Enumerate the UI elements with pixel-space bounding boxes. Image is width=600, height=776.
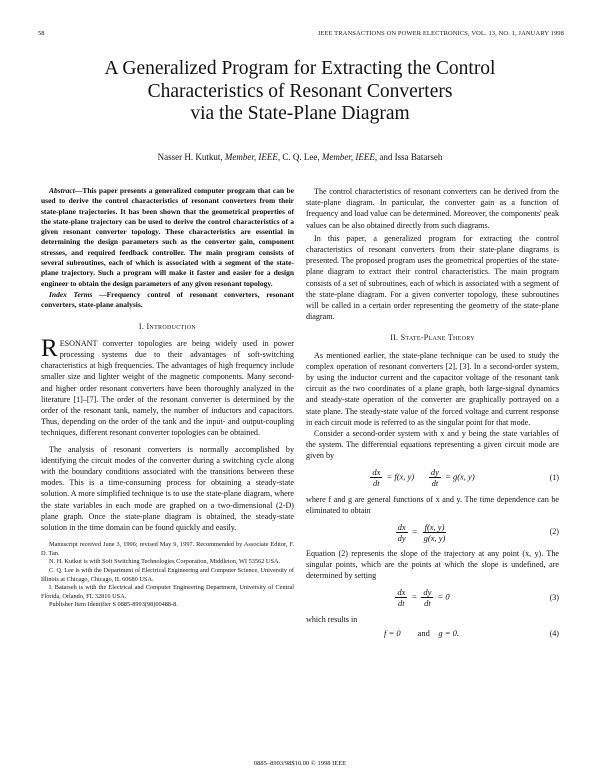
equation-4-body [306, 628, 537, 639]
right-column [306, 186, 559, 646]
equation-3-number: (3) [549, 593, 559, 603]
equation-1-number: (1) [549, 473, 559, 483]
right-paragraph-1: The control characteristics of resonant converters can be derived from the state-plane diagram. In particular, the converter gain as a function of frequency and load value can be determined. Moreover, the components' peak values can be also obtained directly from such diagrams. [306, 187, 559, 230]
page-number: 58 [38, 30, 45, 37]
intro-paragraph-1 [41, 334, 294, 439]
drop-cap: R [41, 334, 58, 362]
section-heading-state-plane-theory: II. State-Plane Theory [390, 333, 475, 343]
eq1-frac2-num: dy [430, 467, 439, 478]
eq1-frac2-den: dt [431, 478, 439, 489]
eq3-frac-dx-dt [395, 587, 407, 608]
eq3-rhs: = 0 [437, 591, 450, 602]
equation-3 [306, 587, 559, 609]
eq2-lhs-den: dy [397, 532, 406, 543]
eq1-rhs-1: = f(x, y) [386, 471, 415, 482]
footnote-lee: C. Q. Lee is with the Department of Electrical Engineering and Computer Science, University of Illinois at Chicago, Chicago, IL 60680 USA. [41, 567, 294, 583]
eq1-frac1-den: dt [373, 478, 380, 489]
eq2-rhs-den: g(x, y) [423, 532, 446, 543]
index-terms-lead: Index Terms — [49, 289, 107, 299]
equation-2 [306, 521, 559, 543]
footnote-manuscript: Manuscript received June 3, 1996; revised May 9, 1997. Recommended by Associate Editor, F. D. Tan. [41, 541, 294, 557]
after-equation-2: Equation (2) represents the slope of the trajectory at any point (x, y). The singular points, which are the points at which the slope is undefined, are determined by setting [306, 549, 559, 581]
abstract-lead: Abstract— [49, 186, 83, 195]
after-equation-1: where f and g are general functions of x and y. The time dependence can be eliminated to obtain [306, 494, 559, 515]
footnote-kutkut: N. H. Kutkut is with Soft Switching Technologies Corporation, Middleton, WI 53562 USA. [49, 558, 281, 566]
theory-paragraph-1: As mentioned earlier, the state-plane technique can be used to study the complex operation of resonant converters [2], [3]. In a second-order system, by using the inductor current and the capacitor voltage of the resonant tank circuit as the two coordinates of a plane graph, both large-signal dynamics and steady-state operation of the converter are graphically portrayed on a state plane. The steady-state value of the forced voltage and current response in each circuit mode is referred to as the singular point for that mode. [306, 350, 559, 427]
author-2-role: Member, IEEE, [321, 152, 378, 162]
eq1-frac1-num: dx [372, 467, 381, 478]
author-2: C. Q. Lee, [282, 152, 320, 162]
eq1-rhs-2: = g(x, y) [445, 471, 475, 482]
intro-paragraph-1-text: ESONANT converter topologies are being widely used in power processing systems due to their advantages of soft-switching characteristics at high frequencies. The advantages of high frequency include smaller size and lighter weight of the magnetic components. Many second- and higher order resonant converters have been thoroughly analyzed in the literature [1]–[7]. The order of the resonant converter is determined by the order of the resonant tank, namely, the number of inductors and capacitors. Thus, depending on the order of the tank and the input- and output-coupling techniques, different resonant converter topologies can be obtained. [41, 338, 294, 438]
equation-4 [306, 627, 559, 641]
eq2-lhs-num: dx [397, 521, 406, 532]
left-column [41, 186, 294, 610]
abstract [41, 186, 294, 289]
author-1: Nasser H. Kutkut, [157, 152, 223, 162]
copyright-line: 0885–8993/98$10.00 © 1998 IEEE [253, 760, 347, 767]
index-terms [41, 290, 294, 311]
equation-2-number: (2) [549, 527, 559, 537]
eq4-and: and [417, 628, 430, 639]
section-heading-introduction: I. Introduction [138, 321, 197, 331]
eq3-frac1-den: dt [398, 598, 405, 609]
footnotes [41, 541, 294, 610]
eq2-rhs-num: f(x, y) [424, 521, 445, 532]
title-line-3: via the State-Plane Diagram [190, 103, 410, 124]
footnote-batarseh: I. Batarseh is with the Electrical and Computer Engineering Department, University of Central Florida, Orlando, FL 32816 USA. [41, 584, 294, 600]
intro-paragraph-2: The analysis of resonant converters is normally accomplished by identifying the circuit modes of the converter during a switching cycle along with the boundary conditions associated with the transitions between these modes. This is a time-consuming process for obtaining a steady-state solution. A more simplified technique is to use the state-plane diagram, where the state variables in each mode are graphed on a two-dimensional (2-D) plane graph. Once the state-plane diagram is obtained, the steady-state solution in the time domain can be found quickly and easily. [41, 444, 294, 533]
eq1-frac-dx-dt [370, 467, 382, 488]
abstract-text: This paper presents a generalized computer program that can be used to derive the control characteristics of resonant converters from their state-plane trajectories. It has been shown that the geometrical properties of the state-plane trajectory can be used to derive the control characteristics of a given resonant converter topology. These characteristics are essential in determining the design parameters such as the converter gain, component stresses, and required feedback controller. The main program consists of several subroutines, each of which is associated with a segment of the state-plane trajectory. Such a program will make it faster and easier for a design engineer to obtain the design parameters of any given resonant topology. [41, 186, 294, 288]
index-terms-text: Frequency control of resonant converters, resonant converters, state-plane analysis. [41, 289, 295, 310]
title-line-1: A Generalized Program for Extracting the Control [104, 58, 496, 79]
eq4-left: f = 0 [383, 628, 401, 639]
eq3-frac2-den: dt [424, 598, 431, 609]
footnote-publisher-id: Publisher Item Identifier S 0885-8993(98)00488-8. [49, 601, 178, 609]
equation-4-number: (4) [549, 629, 559, 639]
eq2-frac-dx-dy [396, 522, 408, 543]
eq4-right: g = 0. [438, 628, 459, 639]
eq1-frac-dy-dt [429, 467, 441, 488]
author-3: and Issa Batarseh [379, 152, 443, 162]
author-1-role: Member, IEEE, [224, 152, 281, 162]
equation-1 [306, 467, 559, 489]
equation-3-body: $\frac{dx}{dt}$ = $\frac{dy}{dt}$ = 0 [397, 587, 450, 609]
paper-title [30, 58, 570, 126]
eq2-frac-f-g [422, 522, 448, 543]
theory-paragraph-2: Consider a second-order system with x and y being the state variables of the system. The differential equations representing a given circuit mode are given by [306, 429, 559, 461]
equation-1-body [306, 467, 537, 488]
author-list [20, 152, 580, 162]
equation-2-body: $\frac{dx}{dy}$ = $\frac{f(x, y)}{g(x, y)}$ [397, 521, 446, 543]
after-equation-3: which results in [306, 614, 358, 624]
right-paragraph-2: In this paper, a generalized program for extracting the control characteristics of resonant converters from their state-plane diagrams is presented. The proposed program uses the geometrical properties of the state-plane diagram to extract their control characteristics. The main program consists of a set of subroutines, each of which is associated with a segment of the state-plane diagram. For a given converter topology, these subroutines will be called in a certain order representing the geometry of the state-plane diagram. [306, 233, 559, 322]
eq3-frac-dy-dt [421, 587, 433, 608]
eq3-frac1-num: dx [397, 587, 406, 598]
title-line-2: Characteristics of Resonant Converters [147, 80, 453, 102]
eq3-frac2-num: dy [423, 587, 432, 598]
journal-header: IEEE TRANSACTIONS ON POWER ELECTRONICS, VOL. 13, NO. 1, JANUARY 1998 [318, 30, 564, 37]
